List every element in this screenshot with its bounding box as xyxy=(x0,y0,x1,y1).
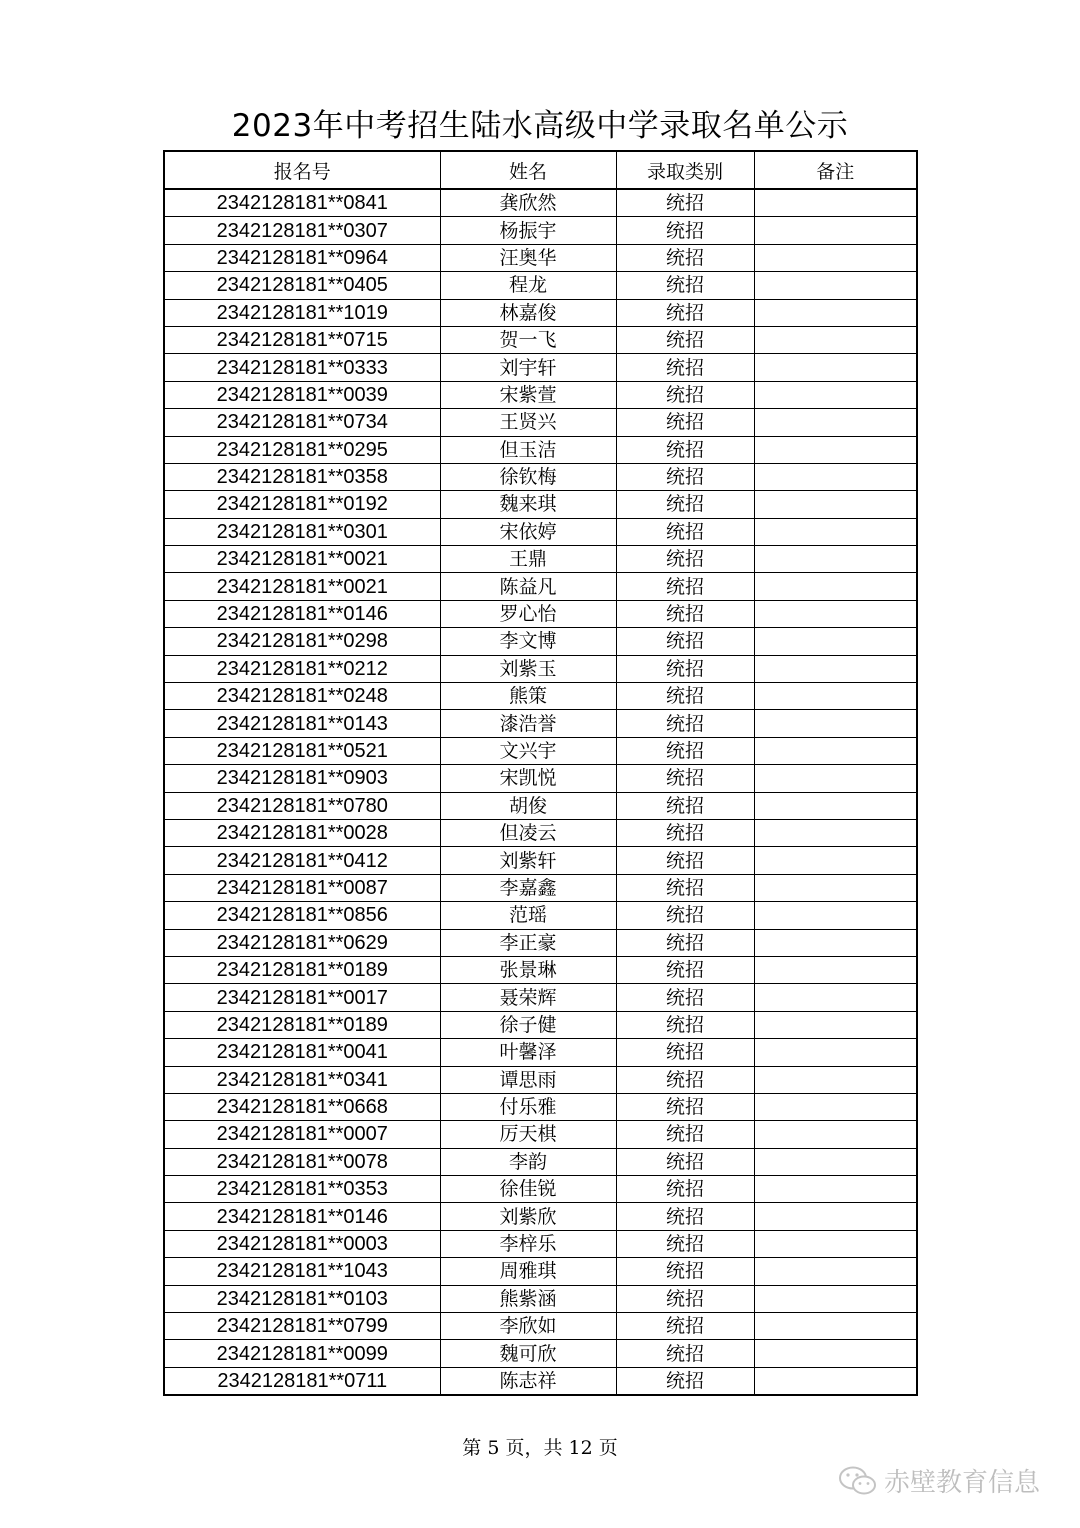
table-row xyxy=(164,381,917,408)
admission-type-cell: 统招 xyxy=(616,874,754,901)
registration-number-cell: 2342128181**0412 xyxy=(164,847,440,874)
admission-type-cell: 统招 xyxy=(616,217,754,244)
registration-number-cell: 2342128181**0856 xyxy=(164,902,440,929)
registration-number-cell: 2342128181**0298 xyxy=(164,628,440,655)
student-name-cell: 刘紫玉 xyxy=(440,655,616,682)
student-name-cell: 魏可欣 xyxy=(440,1340,616,1367)
remarks-cell xyxy=(754,847,917,874)
student-name-cell: 宋依婷 xyxy=(440,518,616,545)
admission-type-cell: 统招 xyxy=(616,929,754,956)
remarks-cell xyxy=(754,683,917,710)
student-name-cell: 罗心怡 xyxy=(440,600,616,627)
table-row xyxy=(164,299,917,326)
table-row xyxy=(164,628,917,655)
student-name-cell: 叶馨泽 xyxy=(440,1039,616,1066)
student-name-cell: 陈志祥 xyxy=(440,1367,616,1395)
column-header-registration-number: 报名号 xyxy=(164,151,440,189)
admission-type-cell: 统招 xyxy=(616,326,754,353)
registration-number-cell: 2342128181**0041 xyxy=(164,1039,440,1066)
registration-number-cell: 2342128181**0143 xyxy=(164,710,440,737)
remarks-cell xyxy=(754,1066,917,1093)
table-row xyxy=(164,1093,917,1120)
admission-type-cell: 统招 xyxy=(616,628,754,655)
registration-number-cell: 2342128181**0668 xyxy=(164,1093,440,1120)
admission-type-cell: 统招 xyxy=(616,1230,754,1257)
admission-type-cell: 统招 xyxy=(616,1093,754,1120)
registration-number-cell: 2342128181**0078 xyxy=(164,1148,440,1175)
admission-type-cell: 统招 xyxy=(616,354,754,381)
remarks-cell xyxy=(754,874,917,901)
remarks-cell xyxy=(754,600,917,627)
table-row xyxy=(164,573,917,600)
remarks-cell xyxy=(754,929,917,956)
remarks-cell xyxy=(754,710,917,737)
registration-number-cell: 2342128181**0711 xyxy=(164,1367,440,1395)
registration-number-cell: 2342128181**0341 xyxy=(164,1066,440,1093)
student-name-cell: 李梓乐 xyxy=(440,1230,616,1257)
remarks-cell xyxy=(754,381,917,408)
remarks-cell xyxy=(754,1011,917,1038)
student-name-cell: 李欣如 xyxy=(440,1313,616,1340)
student-name-cell: 但玉洁 xyxy=(440,436,616,463)
table-row xyxy=(164,1176,917,1203)
remarks-cell xyxy=(754,765,917,792)
remarks-cell xyxy=(754,354,917,381)
student-name-cell: 刘紫轩 xyxy=(440,847,616,874)
registration-number-cell: 2342128181**0189 xyxy=(164,956,440,983)
table-row xyxy=(164,272,917,299)
registration-number-cell: 2342128181**0087 xyxy=(164,874,440,901)
watermark xyxy=(838,1462,1040,1499)
student-name-cell: 林嘉俊 xyxy=(440,299,616,326)
remarks-cell xyxy=(754,518,917,545)
table-row xyxy=(164,1039,917,1066)
admission-type-cell: 统招 xyxy=(616,409,754,436)
remarks-cell xyxy=(754,546,917,573)
table-row xyxy=(164,847,917,874)
registration-number-cell: 2342128181**0007 xyxy=(164,1121,440,1148)
registration-number-cell: 2342128181**0405 xyxy=(164,272,440,299)
registration-number-cell: 2342128181**0212 xyxy=(164,655,440,682)
registration-number-cell: 2342128181**0353 xyxy=(164,1176,440,1203)
admission-type-cell: 统招 xyxy=(616,1039,754,1066)
table-row xyxy=(164,217,917,244)
admission-type-cell: 统招 xyxy=(616,1285,754,1312)
admission-type-cell: 统招 xyxy=(616,737,754,764)
remarks-cell xyxy=(754,1230,917,1257)
registration-number-cell: 2342128181**0099 xyxy=(164,1340,440,1367)
admission-type-cell: 统招 xyxy=(616,984,754,1011)
remarks-cell xyxy=(754,1285,917,1312)
table-row xyxy=(164,1011,917,1038)
table-row xyxy=(164,956,917,983)
table-row xyxy=(164,546,917,573)
table-row xyxy=(164,1230,917,1257)
admission-type-cell: 统招 xyxy=(616,189,754,217)
admission-type-cell: 统招 xyxy=(616,381,754,408)
registration-number-cell: 2342128181**0715 xyxy=(164,326,440,353)
admission-type-cell: 统招 xyxy=(616,1148,754,1175)
student-name-cell: 厉天棋 xyxy=(440,1121,616,1148)
registration-number-cell: 2342128181**0146 xyxy=(164,600,440,627)
table-header-row xyxy=(164,151,917,189)
table-row xyxy=(164,819,917,846)
registration-number-cell: 2342128181**0189 xyxy=(164,1011,440,1038)
table-row xyxy=(164,1148,917,1175)
student-name-cell: 熊紫涵 xyxy=(440,1285,616,1312)
table-row xyxy=(164,491,917,518)
remarks-cell xyxy=(754,819,917,846)
admission-type-cell: 统招 xyxy=(616,436,754,463)
table-row xyxy=(164,902,917,929)
table-row xyxy=(164,1340,917,1367)
page-footer: 第 5 页，共 12 页 xyxy=(462,1437,618,1459)
admission-type-cell: 统招 xyxy=(616,299,754,326)
student-name-cell: 李正豪 xyxy=(440,929,616,956)
table-row xyxy=(164,600,917,627)
student-name-cell: 徐子健 xyxy=(440,1011,616,1038)
admission-type-cell: 统招 xyxy=(616,1367,754,1395)
admission-type-cell: 统招 xyxy=(616,573,754,600)
registration-number-cell: 2342128181**0333 xyxy=(164,354,440,381)
admission-type-cell: 统招 xyxy=(616,1176,754,1203)
student-name-cell: 熊策 xyxy=(440,683,616,710)
admission-type-cell: 统招 xyxy=(616,1121,754,1148)
remarks-cell xyxy=(754,436,917,463)
admission-type-cell: 统招 xyxy=(616,1011,754,1038)
remarks-cell xyxy=(754,463,917,490)
remarks-cell xyxy=(754,737,917,764)
registration-number-cell: 2342128181**0734 xyxy=(164,409,440,436)
registration-number-cell: 2342128181**1043 xyxy=(164,1258,440,1285)
student-name-cell: 陈益凡 xyxy=(440,573,616,600)
table-row xyxy=(164,683,917,710)
remarks-cell xyxy=(754,1258,917,1285)
registration-number-cell: 2342128181**0146 xyxy=(164,1203,440,1230)
registration-number-cell: 2342128181**1019 xyxy=(164,299,440,326)
admission-type-cell: 统招 xyxy=(616,710,754,737)
admission-type-cell: 统招 xyxy=(616,546,754,573)
remarks-cell xyxy=(754,1039,917,1066)
registration-number-cell: 2342128181**0295 xyxy=(164,436,440,463)
table-row xyxy=(164,1258,917,1285)
column-header-admission-type: 录取类别 xyxy=(616,151,754,189)
remarks-cell xyxy=(754,409,917,436)
student-name-cell: 龚欣然 xyxy=(440,189,616,217)
admission-type-cell: 统招 xyxy=(616,491,754,518)
registration-number-cell: 2342128181**0307 xyxy=(164,217,440,244)
table-row xyxy=(164,189,917,217)
table-row xyxy=(164,1121,917,1148)
remarks-cell xyxy=(754,1313,917,1340)
registration-number-cell: 2342128181**0021 xyxy=(164,546,440,573)
remarks-cell xyxy=(754,792,917,819)
table-row xyxy=(164,354,917,381)
remarks-cell xyxy=(754,628,917,655)
admission-type-cell: 统招 xyxy=(616,1313,754,1340)
student-name-cell: 汪奥华 xyxy=(440,244,616,271)
student-name-cell: 范瑶 xyxy=(440,902,616,929)
column-header-remarks: 备注 xyxy=(754,151,917,189)
student-name-cell: 但凌云 xyxy=(440,819,616,846)
remarks-cell xyxy=(754,189,917,217)
student-name-cell: 徐钦梅 xyxy=(440,463,616,490)
admission-type-cell: 统招 xyxy=(616,1258,754,1285)
student-name-cell: 谭思雨 xyxy=(440,1066,616,1093)
table-row xyxy=(164,710,917,737)
table-row xyxy=(164,409,917,436)
student-name-cell: 贺一飞 xyxy=(440,326,616,353)
table-row xyxy=(164,765,917,792)
remarks-cell xyxy=(754,272,917,299)
admission-type-cell: 统招 xyxy=(616,244,754,271)
student-name-cell: 杨振宇 xyxy=(440,217,616,244)
remarks-cell xyxy=(754,1121,917,1148)
table-row xyxy=(164,984,917,1011)
remarks-cell xyxy=(754,217,917,244)
registration-number-cell: 2342128181**0521 xyxy=(164,737,440,764)
student-name-cell: 王鼎 xyxy=(440,546,616,573)
admission-type-cell: 统招 xyxy=(616,819,754,846)
student-name-cell: 聂荣辉 xyxy=(440,984,616,1011)
student-name-cell: 漆浩誉 xyxy=(440,710,616,737)
student-name-cell: 文兴宇 xyxy=(440,737,616,764)
column-header-name: 姓名 xyxy=(440,151,616,189)
admission-type-cell: 统招 xyxy=(616,1203,754,1230)
student-name-cell: 胡俊 xyxy=(440,792,616,819)
student-name-cell: 魏来琪 xyxy=(440,491,616,518)
remarks-cell xyxy=(754,1203,917,1230)
table-row xyxy=(164,1285,917,1312)
admission-type-cell: 统招 xyxy=(616,792,754,819)
remarks-cell xyxy=(754,956,917,983)
registration-number-cell: 2342128181**0903 xyxy=(164,765,440,792)
registration-number-cell: 2342128181**0103 xyxy=(164,1285,440,1312)
admission-type-cell: 统招 xyxy=(616,765,754,792)
admission-type-cell: 统招 xyxy=(616,847,754,874)
student-name-cell: 宋凯悦 xyxy=(440,765,616,792)
page-title: 2023年中考招生陆水高级中学录取名单公示 xyxy=(231,108,849,144)
registration-number-cell: 2342128181**0003 xyxy=(164,1230,440,1257)
remarks-cell xyxy=(754,573,917,600)
table-row xyxy=(164,1203,917,1230)
admission-type-cell: 统招 xyxy=(616,1340,754,1367)
student-name-cell: 宋紫萱 xyxy=(440,381,616,408)
remarks-cell xyxy=(754,902,917,929)
student-name-cell: 李韵 xyxy=(440,1148,616,1175)
table-row xyxy=(164,1367,917,1395)
remarks-cell xyxy=(754,1093,917,1120)
remarks-cell xyxy=(754,299,917,326)
admission-type-cell: 统招 xyxy=(616,1066,754,1093)
student-name-cell: 付乐雅 xyxy=(440,1093,616,1120)
watermark-text: 赤壁教育信息 xyxy=(884,1468,1041,1498)
registration-number-cell: 2342128181**0629 xyxy=(164,929,440,956)
student-name-cell: 刘宇轩 xyxy=(440,354,616,381)
registration-number-cell: 2342128181**0358 xyxy=(164,463,440,490)
remarks-cell xyxy=(754,1340,917,1367)
table-row xyxy=(164,1313,917,1340)
student-name-cell: 张景琳 xyxy=(440,956,616,983)
admission-type-cell: 统招 xyxy=(616,956,754,983)
registration-number-cell: 2342128181**0028 xyxy=(164,819,440,846)
student-name-cell: 李文博 xyxy=(440,628,616,655)
registration-number-cell: 2342128181**0301 xyxy=(164,518,440,545)
registration-number-cell: 2342128181**0017 xyxy=(164,984,440,1011)
remarks-cell xyxy=(754,984,917,1011)
table-row xyxy=(164,326,917,353)
remarks-cell xyxy=(754,244,917,271)
admission-type-cell: 统招 xyxy=(616,683,754,710)
table-row xyxy=(164,244,917,271)
remarks-cell xyxy=(754,1367,917,1395)
admission-type-cell: 统招 xyxy=(616,272,754,299)
remarks-cell xyxy=(754,655,917,682)
registration-number-cell: 2342128181**0841 xyxy=(164,189,440,217)
table-row xyxy=(164,655,917,682)
table-row xyxy=(164,929,917,956)
table-row xyxy=(164,1066,917,1093)
registration-number-cell: 2342128181**0780 xyxy=(164,792,440,819)
registration-number-cell: 2342128181**0799 xyxy=(164,1313,440,1340)
table-row xyxy=(164,874,917,901)
wechat-icon xyxy=(838,1465,878,1497)
remarks-cell xyxy=(754,491,917,518)
registration-number-cell: 2342128181**0192 xyxy=(164,491,440,518)
student-name-cell: 程龙 xyxy=(440,272,616,299)
table-row xyxy=(164,463,917,490)
registration-number-cell: 2342128181**0964 xyxy=(164,244,440,271)
student-name-cell: 王贤兴 xyxy=(440,409,616,436)
table-row xyxy=(164,518,917,545)
table-row xyxy=(164,737,917,764)
remarks-cell xyxy=(754,326,917,353)
student-name-cell: 周雅琪 xyxy=(440,1258,616,1285)
remarks-cell xyxy=(754,1148,917,1175)
admission-type-cell: 统招 xyxy=(616,600,754,627)
student-name-cell: 李嘉鑫 xyxy=(440,874,616,901)
registration-number-cell: 2342128181**0021 xyxy=(164,573,440,600)
admission-table xyxy=(163,150,918,1396)
table-row xyxy=(164,436,917,463)
registration-number-cell: 2342128181**0039 xyxy=(164,381,440,408)
registration-number-cell: 2342128181**0248 xyxy=(164,683,440,710)
student-name-cell: 刘紫欣 xyxy=(440,1203,616,1230)
student-name-cell: 徐佳锐 xyxy=(440,1176,616,1203)
admission-type-cell: 统招 xyxy=(616,902,754,929)
admission-type-cell: 统招 xyxy=(616,655,754,682)
admission-type-cell: 统招 xyxy=(616,518,754,545)
admission-type-cell: 统招 xyxy=(616,463,754,490)
table-row xyxy=(164,792,917,819)
remarks-cell xyxy=(754,1176,917,1203)
